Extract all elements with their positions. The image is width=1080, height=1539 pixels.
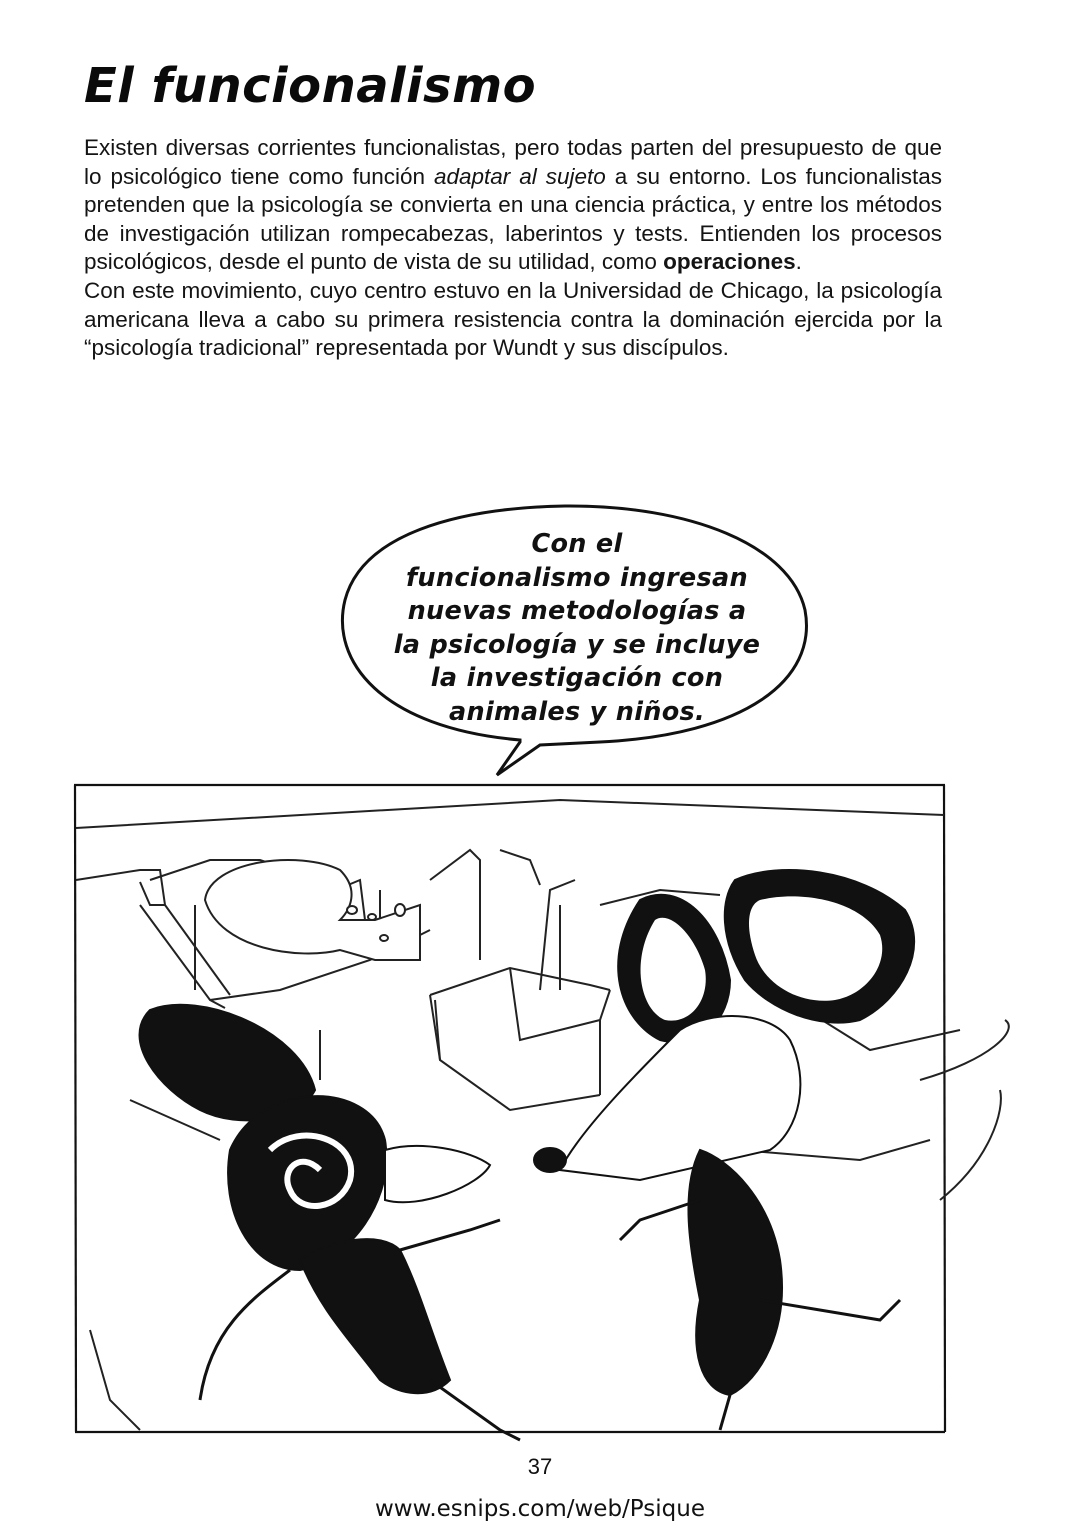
speech-bubble-line: la investigación con (430, 663, 724, 693)
paragraph-1-text-c: . (795, 249, 802, 275)
speech-bubble-line: Con el (531, 529, 623, 559)
speech-bubble-line: animales y niños. (448, 696, 705, 727)
right-mouse-head (560, 1016, 800, 1180)
left-mouse-tail (200, 1270, 290, 1400)
paragraph-1-text-a: Existen diversas corrientes funcionalistas, pero todas parten del presupuesto de que lo psicológico tiene como función (84, 135, 942, 189)
right-mouse-tail (720, 1395, 730, 1430)
speech-bubble-line: la psicología y se incluye (393, 629, 761, 660)
left-mouse-snout (385, 1146, 490, 1202)
cheese-illustration (205, 860, 420, 960)
speech-bubble-text (372, 528, 782, 729)
right-mouse-illustration (534, 870, 914, 1430)
cheese-hole (395, 904, 405, 916)
footer-url: www.esnips.com/web/Psique (375, 1496, 705, 1522)
paragraph-1-bold-term: operaciones (663, 249, 796, 275)
cheese-hole (347, 906, 357, 914)
paragraph-1-text-b: a su entorno. Los funcionalistas pretenden que la psicología se convierta en una ciencia práctica, y entre los métodos de investigación utilizan rompecabezas, laberintos y tests. Entienden los procesos psicológicos, desde el punto de vista de su utilidad, como (84, 163, 942, 275)
speech-bubble-line: funcionalismo ingresan (406, 562, 748, 593)
left-mouse-arm (400, 1220, 500, 1250)
right-mouse-body (688, 1150, 782, 1395)
right-mouse-nose (534, 1148, 566, 1172)
paragraph-2: Con este movimiento, cuyo centro estuvo en la Universidad de Chicago, la psicología americana lleva a cabo su primera resistencia contra la dominación ejercida por la “psicología tradicional” representada por Wundt y sus discípulos. (84, 277, 942, 361)
cheese-hole (368, 914, 376, 920)
page-number: 37 (527, 1454, 553, 1479)
left-mouse-body (300, 1239, 450, 1393)
paragraph-1-emphasis: adaptar al sujeto (433, 163, 606, 189)
left-mouse-illustration (140, 1005, 520, 1440)
cheese-hole (380, 935, 388, 941)
page-title: El funcionalismo (84, 58, 537, 114)
speech-bubble-line: nuevas metodologías a (407, 596, 747, 626)
